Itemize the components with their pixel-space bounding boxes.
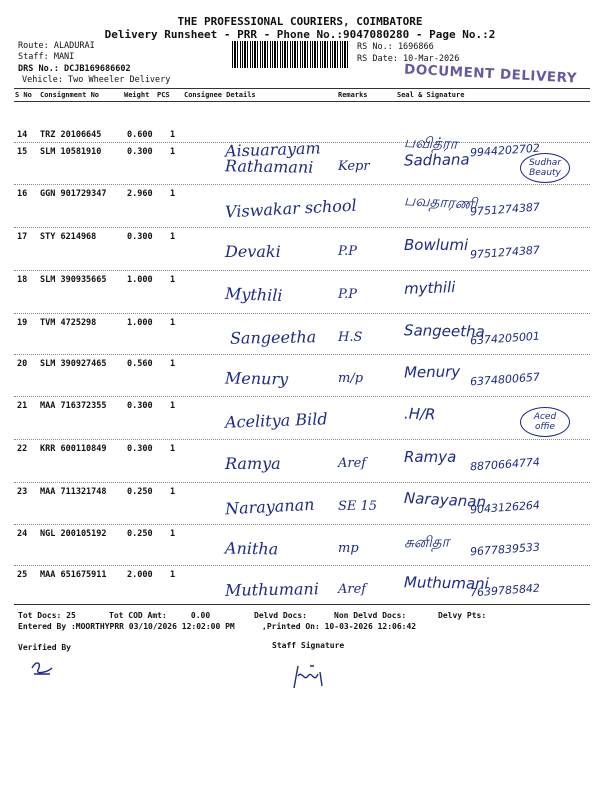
row-sno: 22 <box>17 444 28 454</box>
col-sno: S No <box>15 91 32 99</box>
row-pcs: 1 <box>170 275 176 285</box>
col-remarks: Remarks <box>338 91 368 99</box>
route-label: Route: ALADURAI <box>18 41 95 51</box>
row-pcs: 1 <box>170 359 176 369</box>
row-consignee-name: Muthumani <box>224 579 320 600</box>
row-weight: 0.600 <box>127 130 153 140</box>
verified-by-label: Verified By <box>18 643 71 652</box>
row-consignee-name: Sangeetha <box>229 327 317 348</box>
row-remark: m/p <box>338 371 364 386</box>
row-consignee-name: Narayanan <box>224 494 315 519</box>
row-signature: பவித்ரா <box>403 133 458 153</box>
row-sno: 19 <box>17 318 28 328</box>
row-phone: 6374800657 <box>469 370 541 389</box>
row-phone: 7639785842 <box>469 581 541 600</box>
row-separator <box>14 270 590 271</box>
row-sno: 14 <box>17 130 28 140</box>
row-separator <box>14 354 590 355</box>
row-weight: 2.960 <box>127 189 153 199</box>
row-signature: Ramya <box>404 448 457 466</box>
row-phone: 6374205001 <box>469 329 541 348</box>
barcode <box>232 41 350 68</box>
row-consignment-no: GGN 901729347 <box>40 189 107 199</box>
row-signature: mythili <box>403 278 456 298</box>
tot-cod-amt: Tot COD Amt: 0.00 <box>109 611 211 620</box>
row-consignment-no: NGL 200105192 <box>40 529 107 539</box>
header-bottom-rule <box>14 101 590 102</box>
row-remark: H.S <box>338 330 363 345</box>
row-remark: mp <box>338 541 359 556</box>
staff-signature-label: Staff Signature <box>272 641 345 650</box>
row-weight: 0.300 <box>127 444 153 454</box>
row-sno: 25 <box>17 570 28 580</box>
footer-rule <box>14 604 590 605</box>
row-weight: 0.300 <box>127 232 153 242</box>
row-phone: 8870664774 <box>469 455 541 474</box>
row-weight: 0.250 <box>127 529 153 539</box>
row-pcs: 1 <box>170 130 176 140</box>
row-signature: Muthumani <box>403 573 489 593</box>
col-pcs: PCS <box>157 91 170 99</box>
row-consignee-name: Ramya <box>225 454 281 473</box>
document-delivery-stamp: DOCUMENT DELIVERY <box>403 61 578 87</box>
row-separator <box>14 313 590 314</box>
row-pcs: 1 <box>170 570 176 580</box>
row-signature: Menury <box>403 362 461 382</box>
verified-signature-scribble <box>28 658 58 678</box>
row-sno: 23 <box>17 487 28 497</box>
row-consignment-no: SLM 390927465 <box>40 359 107 369</box>
row-consignee-name: Mythili <box>224 284 283 305</box>
entered-by: Entered By :MOORTHYPRR 03/10/2026 12:02:00 PM <box>18 622 235 631</box>
header-top-rule <box>14 88 590 89</box>
row-weight: 2.000 <box>127 570 153 580</box>
row-separator <box>14 227 590 228</box>
row-pcs: 1 <box>170 318 176 328</box>
row-remark: SE 15 <box>338 499 378 514</box>
row-consignee-name: Menury <box>224 368 289 389</box>
row-signature: Bowlumi <box>404 236 469 254</box>
row-sno: 16 <box>17 189 28 199</box>
row-note: Sudhar Beauty <box>520 153 570 183</box>
row-weight: 1.000 <box>127 275 153 285</box>
row-separator <box>14 565 590 566</box>
row-sno: 15 <box>17 147 28 157</box>
row-signature: பவதாரணி <box>403 191 478 213</box>
row-separator <box>14 524 590 525</box>
rs-number: RS No.: 1696866 <box>357 42 434 52</box>
row-consignment-no: SLM 390935665 <box>40 275 107 285</box>
row-phone: 9043126264 <box>469 498 541 517</box>
row-note: Aced offie <box>520 407 570 437</box>
staff-label: Staff: MANI <box>18 52 75 62</box>
row-consignment-no: TVM 4725298 <box>40 318 97 328</box>
non-delvd-docs: Non Delvd Docs: <box>334 611 407 620</box>
col-seal-signature: Seal & Signature <box>397 91 465 99</box>
row-consignee-name: Viswakar school <box>224 195 358 222</box>
row-separator <box>14 184 590 185</box>
row-phone: 9677839533 <box>469 540 541 559</box>
row-signature: .H/R <box>403 404 436 424</box>
col-weight: Weight <box>124 91 150 99</box>
delvd-docs: Delvd Docs: <box>254 611 307 620</box>
row-consignment-no: MAA 711321748 <box>40 487 107 497</box>
row-separator <box>14 439 590 440</box>
row-signature: Narayanan <box>403 488 487 512</box>
row-consignment-no: STY 6214968 <box>40 232 97 242</box>
staff-signature-scribble <box>288 662 332 692</box>
row-sno: 24 <box>17 529 28 539</box>
row-sno: 17 <box>17 232 28 242</box>
row-consignee-name: Acelitya Bild <box>224 409 328 432</box>
row-pcs: 1 <box>170 147 176 157</box>
row-phone: 9944202702 <box>469 141 541 160</box>
row-pcs: 1 <box>170 232 176 242</box>
row-remark: P.P <box>338 244 357 259</box>
row-weight: 0.250 <box>127 487 153 497</box>
row-sno: 21 <box>17 401 28 411</box>
row-consignment-no: SLM 10581910 <box>40 147 102 157</box>
row-pcs: 1 <box>170 189 176 199</box>
col-consignee: Consignee Details <box>184 91 256 99</box>
vehicle-label: Vehicle: Two Wheeler Delivery <box>22 75 171 85</box>
row-weight: 0.300 <box>127 147 153 157</box>
row-weight: 0.560 <box>127 359 153 369</box>
row-signature: Sadhana <box>403 150 470 170</box>
tot-docs: Tot Docs: 25 <box>18 611 76 620</box>
row-pcs: 1 <box>170 444 176 454</box>
printed-on: ,Printed On: 10-03-2026 12:06:42 <box>262 622 417 631</box>
row-remark: Aref <box>338 582 367 597</box>
drs-number: DRS No.: DCJB169686602 <box>18 64 131 74</box>
row-consignment-no: TRZ 20106645 <box>40 130 102 140</box>
company-title: THE PROFESSIONAL COURIERS, COIMBATORE <box>177 15 423 28</box>
row-consignment-no: MAA 716372355 <box>40 401 107 411</box>
rs-date: RS Date: 10-Mar-2026 <box>357 54 460 64</box>
row-pcs: 1 <box>170 529 176 539</box>
row-consignee-name: Devaki <box>225 242 281 261</box>
row-pcs: 1 <box>170 401 176 411</box>
row-sno: 20 <box>17 359 28 369</box>
row-signature: Sangeetha <box>403 321 485 341</box>
row-sno: 18 <box>17 275 28 285</box>
row-consignee-name: Rathamani <box>224 156 314 177</box>
col-consignment: Consignment No <box>40 91 100 99</box>
row-separator <box>14 482 590 483</box>
row-weight: 0.300 <box>127 401 153 411</box>
row-consignment-no: KRR 600110849 <box>40 444 107 454</box>
runsheet-title: Delivery Runsheet - PRR - Phone No.:9047080280 - Page No.:2 <box>104 28 496 41</box>
row-remark: Aref <box>338 456 367 471</box>
row-phone: 9751274387 <box>469 200 541 219</box>
row-weight: 1.000 <box>127 318 153 328</box>
delvy-pts: Delvy Pts: <box>438 611 487 620</box>
row-consignee-name: Aisuarayam <box>224 138 321 161</box>
row-separator <box>14 396 590 397</box>
row-consignment-no: MAA 651675911 <box>40 570 107 580</box>
row-remark: P.P <box>338 287 357 302</box>
row-consignee-name: Anitha <box>224 538 279 559</box>
row-signature: சுனிதா <box>403 532 450 552</box>
row-pcs: 1 <box>170 487 176 497</box>
row-phone: 9751274387 <box>469 243 541 262</box>
row-remark: Kepr <box>338 159 370 174</box>
